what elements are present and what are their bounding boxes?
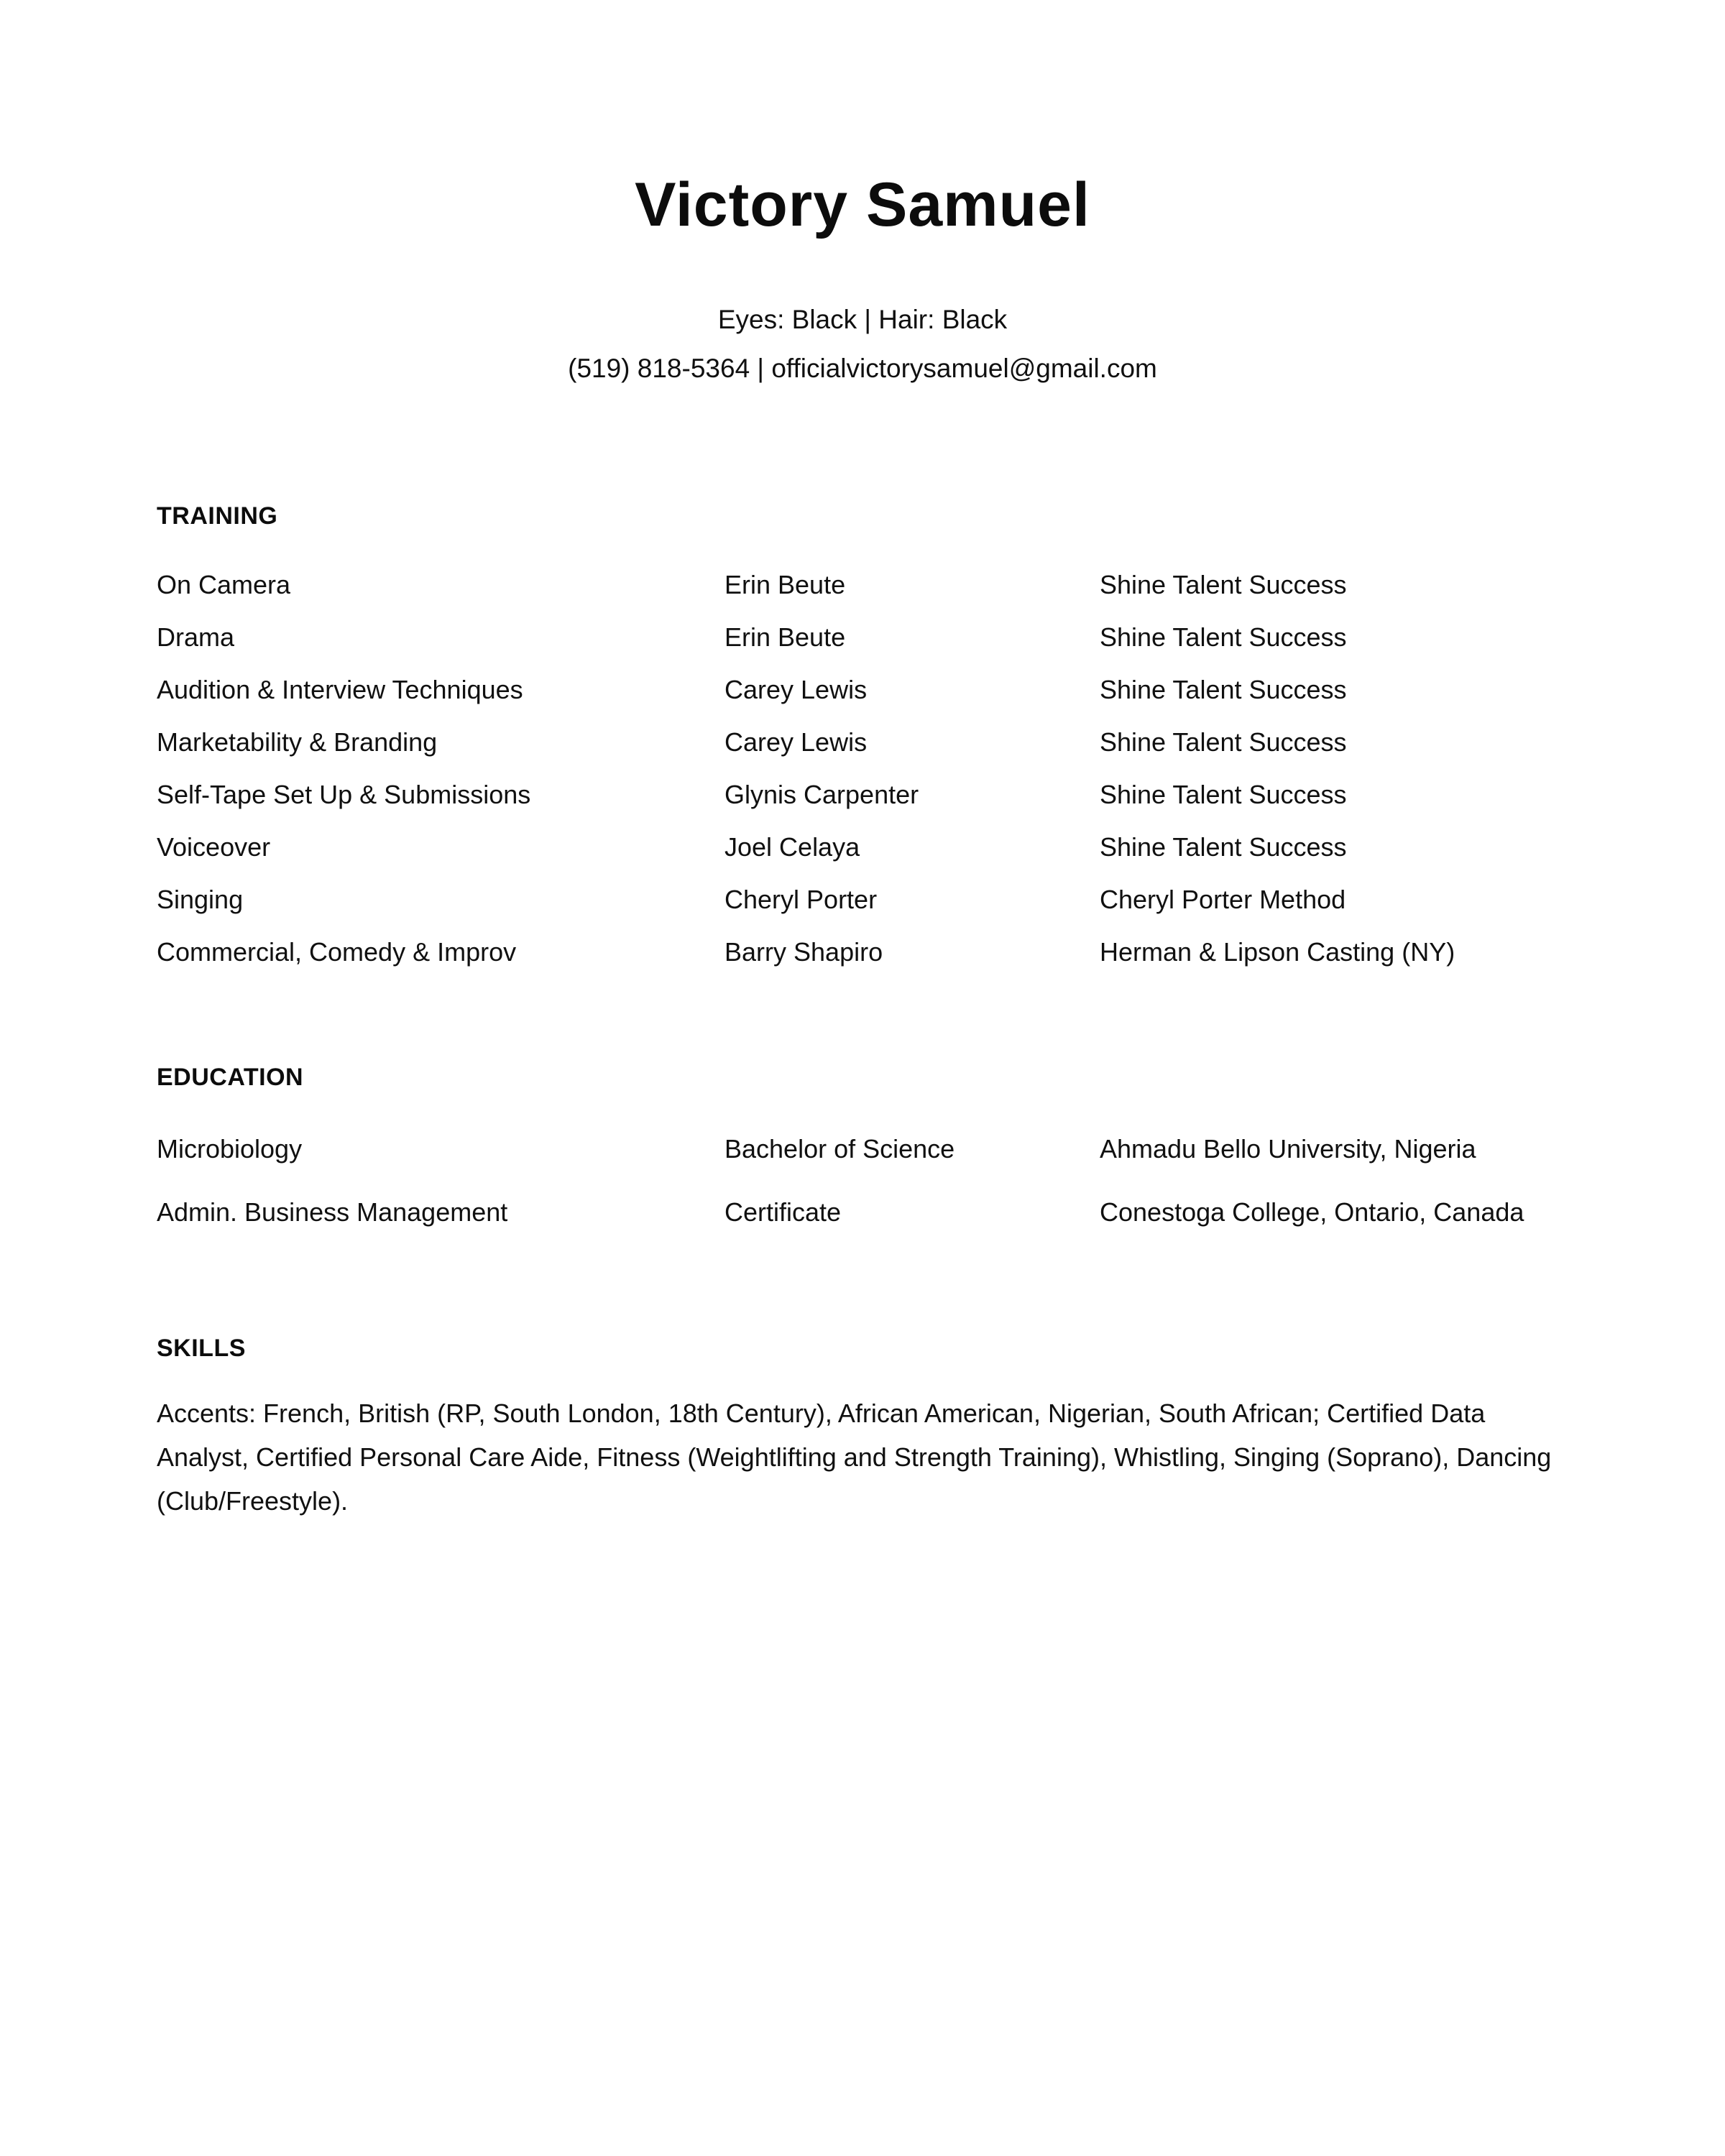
- education-section: [157, 1064, 1568, 1234]
- training-instructor: Erin Beute: [724, 570, 846, 600]
- table-row: [157, 926, 1568, 979]
- education-program: Microbiology: [157, 1133, 303, 1164]
- training-organization: Shine Talent Success: [1100, 780, 1347, 810]
- training-subject: On Camera: [157, 570, 291, 600]
- training-instructor: Erin Beute: [724, 622, 846, 653]
- training-organization: Shine Talent Success: [1100, 727, 1347, 757]
- training-organization: Shine Talent Success: [1100, 675, 1347, 705]
- table-row: [157, 769, 1568, 821]
- table-row: [157, 612, 1568, 664]
- training-subject: Audition & Interview Techniques: [157, 675, 523, 705]
- training-heading: TRAINING: [157, 502, 278, 530]
- table-row: [157, 1191, 1568, 1234]
- education-heading: EDUCATION: [157, 1063, 304, 1091]
- table-row: [157, 1128, 1568, 1171]
- skills-text: Accents: French, British (RP, South London, 18th Century), African American, Nigerian, South African; Certified Data Analyst, Certified Personal Care Aide, Fitness (Weightlifting and Strength Training), Whistling, Singing (Soprano), Dancing (Club/Freestyle).: [157, 1398, 1552, 1516]
- table-row: [157, 821, 1568, 874]
- table-row: [157, 717, 1568, 769]
- physical-attributes: Eyes: Black | Hair: Black: [717, 304, 1008, 334]
- training-section: [157, 502, 1568, 979]
- training-subject: Marketability & Branding: [157, 727, 438, 757]
- education-institution: Ahmadu Bello University, Nigeria: [1100, 1133, 1476, 1164]
- table-row: [157, 664, 1568, 717]
- training-instructor: Carey Lewis: [724, 675, 868, 705]
- education-credential: Bachelor of Science: [724, 1133, 955, 1164]
- education-credential: Certificate: [724, 1197, 842, 1227]
- skills-section: [157, 1335, 1568, 1523]
- training-subject: Commercial, Comedy & Improv: [157, 937, 517, 967]
- training-organization: Cheryl Porter Method: [1100, 885, 1346, 915]
- training-organization: Shine Talent Success: [1100, 832, 1347, 862]
- table-row: [157, 559, 1568, 612]
- table-row: [157, 874, 1568, 926]
- training-subject: Voiceover: [157, 832, 271, 862]
- training-instructor: Barry Shapiro: [724, 937, 883, 967]
- header-contact-block: [157, 295, 1568, 393]
- training-instructor: Cheryl Porter: [724, 885, 878, 915]
- education-institution: Conestoga College, Ontario, Canada: [1100, 1197, 1524, 1227]
- education-program: Admin. Business Management: [157, 1197, 508, 1227]
- contact-line: (519) 818-5364 | officialvictorysamuel@gmail.com: [568, 353, 1157, 383]
- page-title: Victory Samuel: [635, 170, 1090, 239]
- training-organization: Shine Talent Success: [1100, 570, 1347, 600]
- skills-heading: SKILLS: [157, 1334, 246, 1362]
- training-instructor: Carey Lewis: [724, 727, 868, 757]
- training-organization: Shine Talent Success: [1100, 622, 1347, 653]
- training-instructor: Glynis Carpenter: [724, 780, 919, 810]
- training-subject: Self-Tape Set Up & Submissions: [157, 780, 531, 810]
- training-organization: Herman & Lipson Casting (NY): [1100, 937, 1455, 967]
- training-subject: Drama: [157, 622, 235, 653]
- training-subject: Singing: [157, 885, 244, 915]
- resume-header: [157, 171, 1568, 393]
- training-instructor: Joel Celaya: [724, 832, 860, 862]
